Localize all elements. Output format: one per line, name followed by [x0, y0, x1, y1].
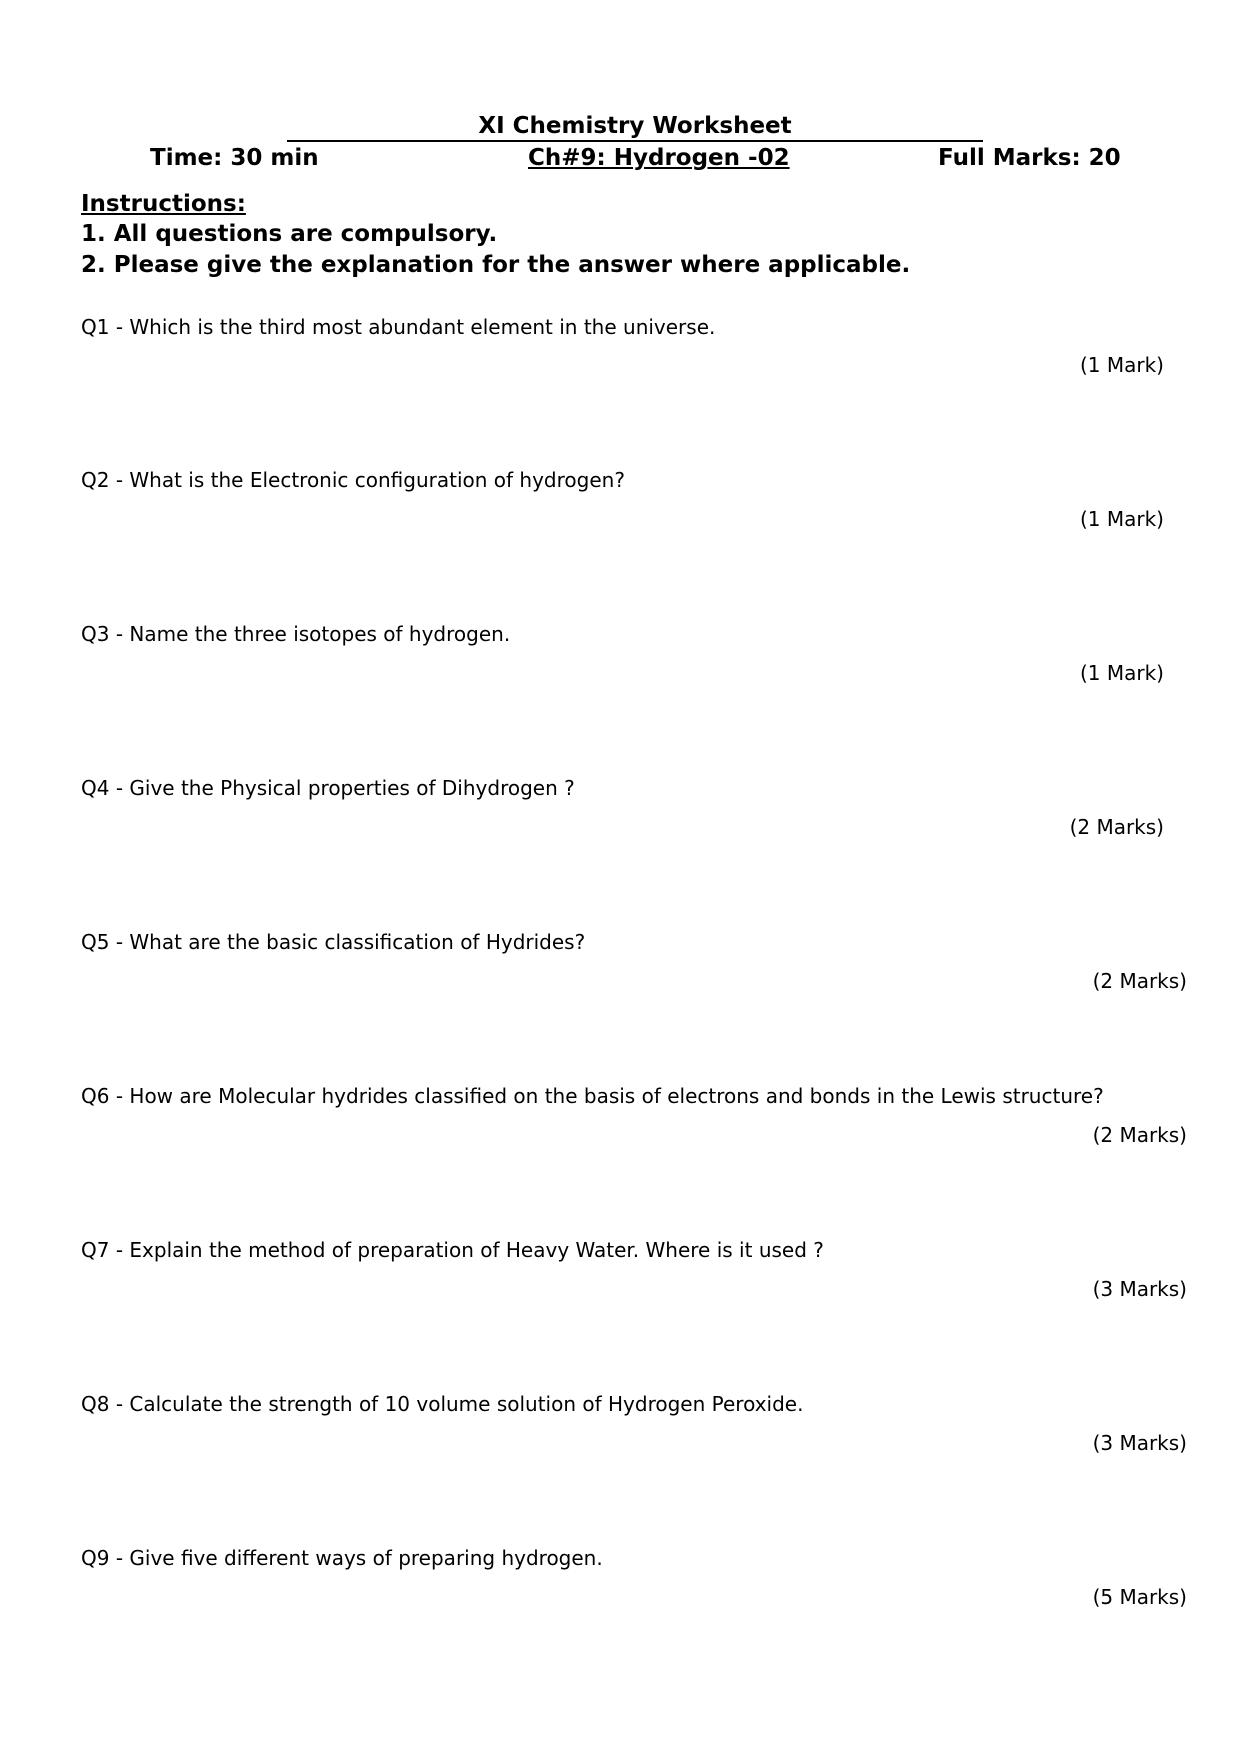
question-8: Q8 - Calculate the strength of 10 volume solution of Hydrogen Peroxide. [81, 1392, 804, 1416]
question-9-marks: (5 Marks) [1092, 1585, 1187, 1609]
chapter-label: Ch#9: Hydrogen -02 [528, 145, 790, 171]
question-6: Q6 - How are Molecular hydrides classified on the basis of electrons and bonds in the Lewis structure? [81, 1084, 1104, 1108]
question-7-marks: (3 Marks) [1092, 1277, 1187, 1301]
question-3: Q3 - Name the three isotopes of hydrogen. [81, 622, 511, 646]
instructions-heading: Instructions: [81, 191, 246, 217]
question-9: Q9 - Give five different ways of preparing hydrogen. [81, 1546, 603, 1570]
question-1-marks: (1 Mark) [1079, 353, 1164, 377]
question-5-marks: (2 Marks) [1092, 969, 1187, 993]
question-8-marks: (3 Marks) [1092, 1431, 1187, 1455]
instruction-item: 1. All questions are compulsory. [81, 221, 498, 247]
question-4-marks: (2 Marks) [1069, 815, 1164, 839]
question-4: Q4 - Give the Physical properties of Dihydrogen ? [81, 776, 575, 800]
question-6-marks: (2 Marks) [1092, 1123, 1187, 1147]
instruction-item: 2. Please give the explanation for the answer where applicable. [81, 252, 911, 278]
worksheet-title: XI Chemistry Worksheet [287, 112, 983, 142]
question-2: Q2 - What is the Electronic configuration of hydrogen? [81, 468, 625, 492]
question-1: Q1 - Which is the third most abundant element in the universe. [81, 315, 716, 339]
question-7: Q7 - Explain the method of preparation of Heavy Water. Where is it used ? [81, 1238, 824, 1262]
question-5: Q5 - What are the basic classification of Hydrides? [81, 930, 586, 954]
question-3-marks: (1 Mark) [1079, 661, 1164, 685]
question-2-marks: (1 Mark) [1079, 507, 1164, 531]
time-label: Time: 30 min [150, 145, 319, 171]
full-marks-label: Full Marks: 20 [938, 145, 1121, 171]
